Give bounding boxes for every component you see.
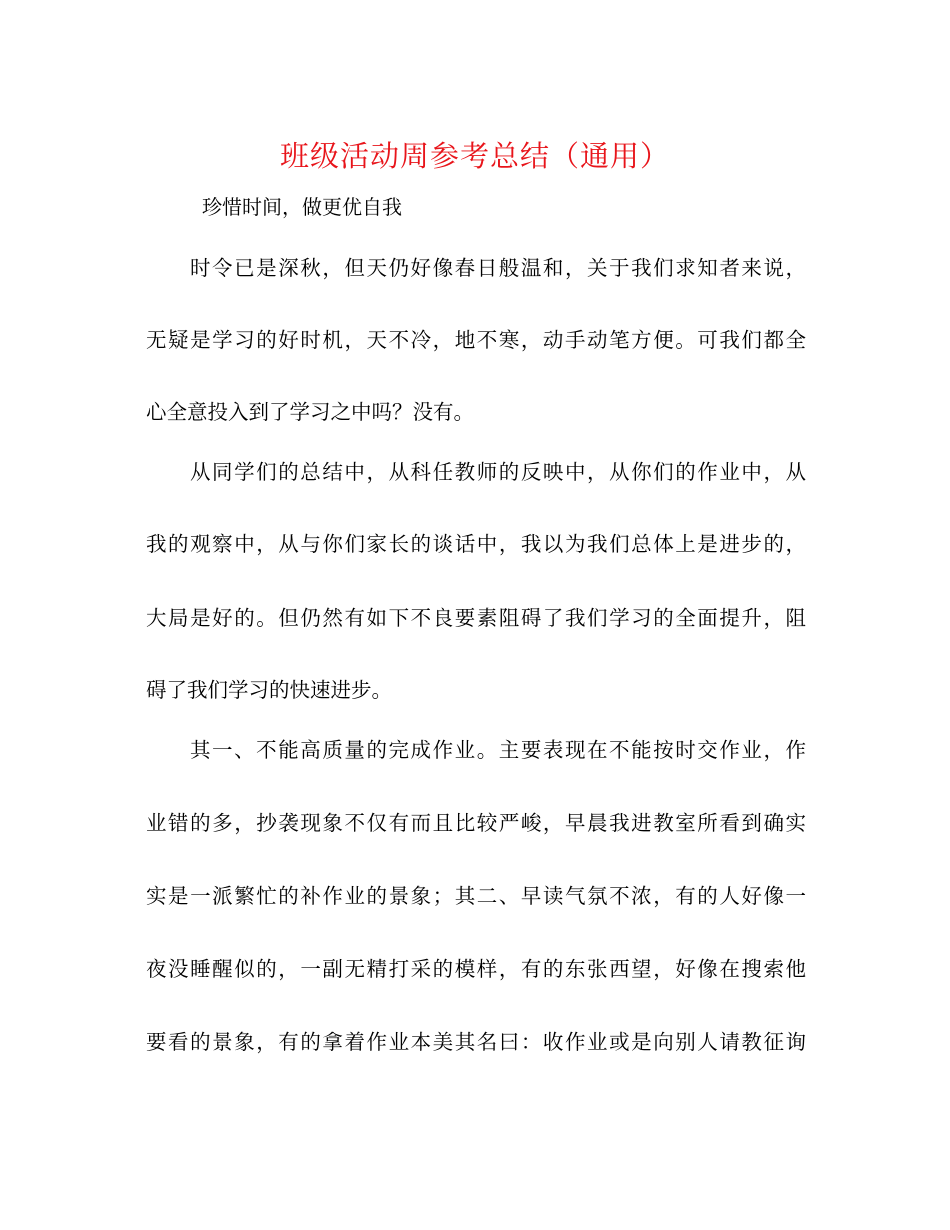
paragraph-line: 我的观察中，从与你们家长的谈话中，我以为我们总体上是进步的， xyxy=(146,532,806,556)
paragraph-line: 业错的多，抄袭现象不仅有而且比较严峻，早晨我进教室所看到确实 xyxy=(146,811,806,835)
document-subtitle: 珍惜时间，做更优自我 xyxy=(202,195,402,219)
paragraph-line: 其一、不能高质量的完成作业。主要表现在不能按时交作业，作 xyxy=(190,738,806,762)
paragraph-line: 时令已是深秋，但天仍好像春日般温和，关于我们求知者来说， xyxy=(190,256,806,280)
paragraph-line: 要看的景象，有的拿着作业本美其名曰：收作业或是向别人请教征询 xyxy=(146,1030,806,1054)
paragraph-line: 从同学们的总结中，从科任教师的反映中，从你们的作业中，从 xyxy=(190,460,806,484)
paragraph-line: 碍了我们学习的快速进步。 xyxy=(146,678,392,702)
paragraph-line: 无疑是学习的好时机，天不冷，地不寒，动手动笔方便。可我们都全 xyxy=(146,328,806,352)
paragraph-line: 夜没睡醒似的，一副无精打采的模样，有的东张西望，好像在搜索他 xyxy=(146,957,806,981)
paragraph-line: 实是一派繁忙的补作业的景象；其二、早读气氛不浓，有的人好像一 xyxy=(146,884,806,908)
paragraph-line: 大局是好的。但仍然有如下不良要素阻碍了我们学习的全面提升，阻 xyxy=(146,606,806,630)
paragraph-line: 心全意投入到了学习之中吗？没有。 xyxy=(146,400,474,424)
document-title: 班级活动周参考总结（通用） xyxy=(279,139,670,173)
